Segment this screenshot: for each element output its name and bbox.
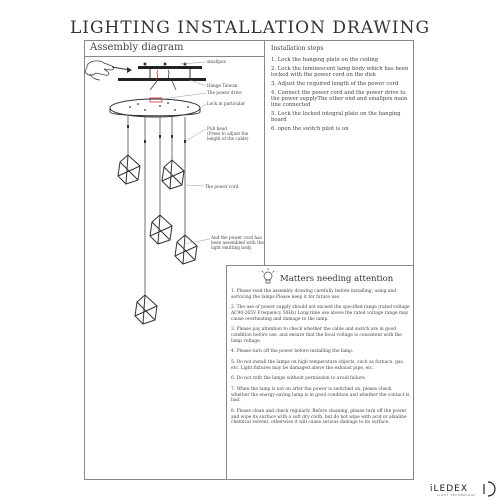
matters-item: 1. Please read the assembly drawing carefully before installing, using and servicing the lamps.Please keep it for future use.	[231, 289, 397, 300]
matters-item: 6. Do not refit the lamps without permission to avoid failure.	[231, 376, 367, 382]
callout-lines	[162, 62, 210, 244]
assembly-heading: Assembly diagram	[90, 42, 184, 53]
steps-heading: Installation steps	[271, 45, 324, 52]
label-pull-head	[207, 126, 262, 141]
ceiling-plate	[118, 63, 206, 82]
matters-heading: Matters needing attention	[280, 274, 394, 284]
step-item: 6. open the switch pilot is on	[271, 126, 349, 133]
step-item: 4. Connect the power cord and the power drive to the power supplyThe other end and smallpox main line connected	[271, 89, 408, 109]
matters-item: 8. Please clean and check regularly. Before cleaning, please turn off the power and wipe its surface with a soft dry cloth, but do not wipe with acid or alkaline chemical solvent, otherwise it will cause serious damage to its surface.	[231, 409, 407, 426]
hand-icon	[85, 61, 114, 80]
brand-tagline: LIGHT TECHNOLOGY	[437, 494, 477, 497]
label-hange: Hange Taiwan	[207, 83, 238, 88]
matters-item: 3. Please pay attention to check whether the cable and switch are in good condition before use, and ensure that the local voltage is consistent with the lamp voltage.	[231, 327, 402, 344]
label-pull-head-note: (Press to adjust the length of the cable)	[207, 131, 249, 141]
matters-item: 2. The use of power supply should not exceed the specified range (rated voltage AC90-265V Frequency 50Hz) Long time use above the rated voltage range may cause overheating and damage to the lamp.	[231, 305, 410, 322]
label-pull-head-title: Pull head	[207, 126, 227, 131]
pendant-cage	[150, 215, 172, 244]
pull-heads	[127, 125, 186, 143]
step-item: 1. Lock the hanging plate on the ceiling	[271, 57, 379, 63]
brand-name: iLEDEX	[430, 484, 468, 494]
pendant-cage	[162, 160, 184, 189]
label-smallpox: smallpox	[207, 59, 226, 64]
step-item: 3. Adjust the required length of the power cord	[271, 80, 399, 87]
matters-list	[231, 289, 411, 431]
iledex-logo-icon	[484, 482, 495, 496]
label-assembled: And the power cord has been assembled with the light emitting body	[211, 235, 264, 250]
matters-item: 5. Do not install the lamps on high temperature objects, such as furnace, gas, etc. Light fixtures may be damaged above the exhaust pipe, etc.	[231, 360, 405, 371]
power-cords	[128, 116, 185, 295]
pendant-cage	[175, 235, 197, 264]
step-item: 5. Lock the locked integral plate on the hanging board	[271, 111, 401, 124]
page-title: LIGHTING INSTALLATION DRAWING	[69, 18, 431, 38]
matters-item: 4. Please turn off the power before installing the lamp.	[231, 349, 354, 355]
label-power-cord: The power cord	[205, 184, 239, 189]
pendant-cage	[135, 295, 157, 324]
step-item: 2. Lock the luminescent lamp body which has been locked with the power cord on the disk	[271, 65, 409, 79]
matters-item: 7. When the lamp is not on after the power is switched on, please check whether the energy-saving lamp is in good condition and whether the contact is bad.	[231, 387, 410, 404]
pendant-cage	[118, 155, 140, 184]
label-power-drive: The power drive	[207, 90, 242, 95]
label-lock: Lock in particular	[207, 101, 245, 106]
canopy-disk	[110, 81, 200, 117]
